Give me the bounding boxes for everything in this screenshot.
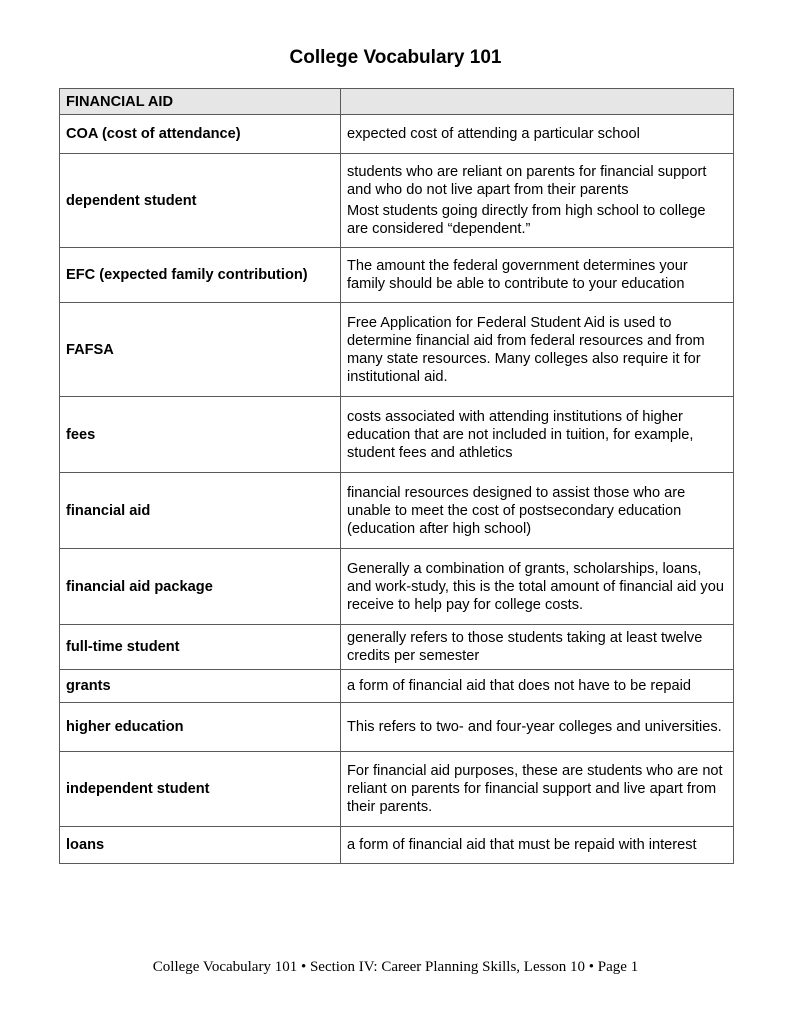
- term-cell: financial aid: [60, 473, 341, 549]
- table-row: [60, 303, 734, 397]
- definition-text: financial resources designed to assist those who are unable to meet the cost of postsecondary education (education after high school): [347, 484, 686, 537]
- term-cell: dependent student: [60, 154, 341, 248]
- table-row: [60, 397, 734, 473]
- definition-cell: [341, 248, 734, 303]
- table-row: [60, 670, 734, 703]
- page-footer: College Vocabulary 101 • Section IV: Career Planning Skills, Lesson 10 • Page 1: [152, 959, 639, 975]
- term-cell: fees: [60, 397, 341, 473]
- table-row: [60, 752, 734, 827]
- term-cell: full-time student: [60, 625, 341, 670]
- table-row: [60, 703, 734, 752]
- definition-text: The amount the federal government determines your family should be able to contribute to your education: [347, 258, 688, 292]
- term-cell: financial aid package: [60, 549, 341, 625]
- definition-cell: [341, 752, 734, 827]
- page-title: College Vocabulary 101: [289, 47, 502, 68]
- table-row: [60, 115, 734, 154]
- definition-cell: [341, 473, 734, 549]
- table-row: [60, 625, 734, 670]
- term-cell: loans: [60, 827, 341, 864]
- definition-text: a form of financial aid that must be repaid with interest: [347, 837, 697, 853]
- definition-text: costs associated with attending institutions of higher education that are not included in tuition, for example, student fees and athletics: [347, 408, 694, 461]
- term-cell: grants: [60, 670, 341, 703]
- table-row: [60, 549, 734, 625]
- definition-text: generally refers to those students taking at least twelve credits per semester: [347, 630, 703, 664]
- section-heading: FINANCIAL AID: [60, 89, 341, 115]
- definition-cell: [341, 115, 734, 154]
- table-header-row: [60, 89, 734, 115]
- table-row: [60, 248, 734, 303]
- definition-text: Free Application for Federal Student Aid is used to determine financial aid from federal resources and from many state resources. Many colleges also require it for institutional aid.: [347, 314, 705, 385]
- term-cell: COA (cost of attendance): [60, 115, 341, 154]
- definition-text: For financial aid purposes, these are students who are not reliant on parents for financial support and live apart from their parents.: [347, 763, 723, 815]
- term-cell: FAFSA: [60, 303, 341, 397]
- table-row: [60, 154, 734, 248]
- section-heading-blank: [341, 89, 734, 115]
- table-row: [60, 827, 734, 864]
- definition-cell: [341, 549, 734, 625]
- definition-cell: [341, 703, 734, 752]
- definition-cell: [341, 625, 734, 670]
- table-row: [60, 473, 734, 549]
- definition-cell: [341, 397, 734, 473]
- term-cell: EFC (expected family contribution): [60, 248, 341, 303]
- definition-text: This refers to two- and four-year colleges and universities.: [347, 719, 722, 735]
- definition-text: students who are reliant on parents for financial support and who do not live apart from their parents: [347, 164, 707, 198]
- vocabulary-table: [59, 88, 734, 864]
- definition-text: a form of financial aid that does not have to be repaid: [347, 678, 691, 694]
- term-cell: higher education: [60, 703, 341, 752]
- term-cell: independent student: [60, 752, 341, 827]
- definition-text: expected cost of attending a particular school: [347, 126, 640, 142]
- definition-text: Most students going directly from high school to college are considered “dependent.”: [347, 203, 706, 237]
- definition-cell: [341, 670, 734, 703]
- definition-cell: [341, 303, 734, 397]
- definition-text: Generally a combination of grants, scholarships, loans, and work-study, this is the total amount of financial aid you receive to help pay for college costs.: [347, 560, 724, 613]
- definition-cell: [341, 154, 734, 248]
- definition-cell: [341, 827, 734, 864]
